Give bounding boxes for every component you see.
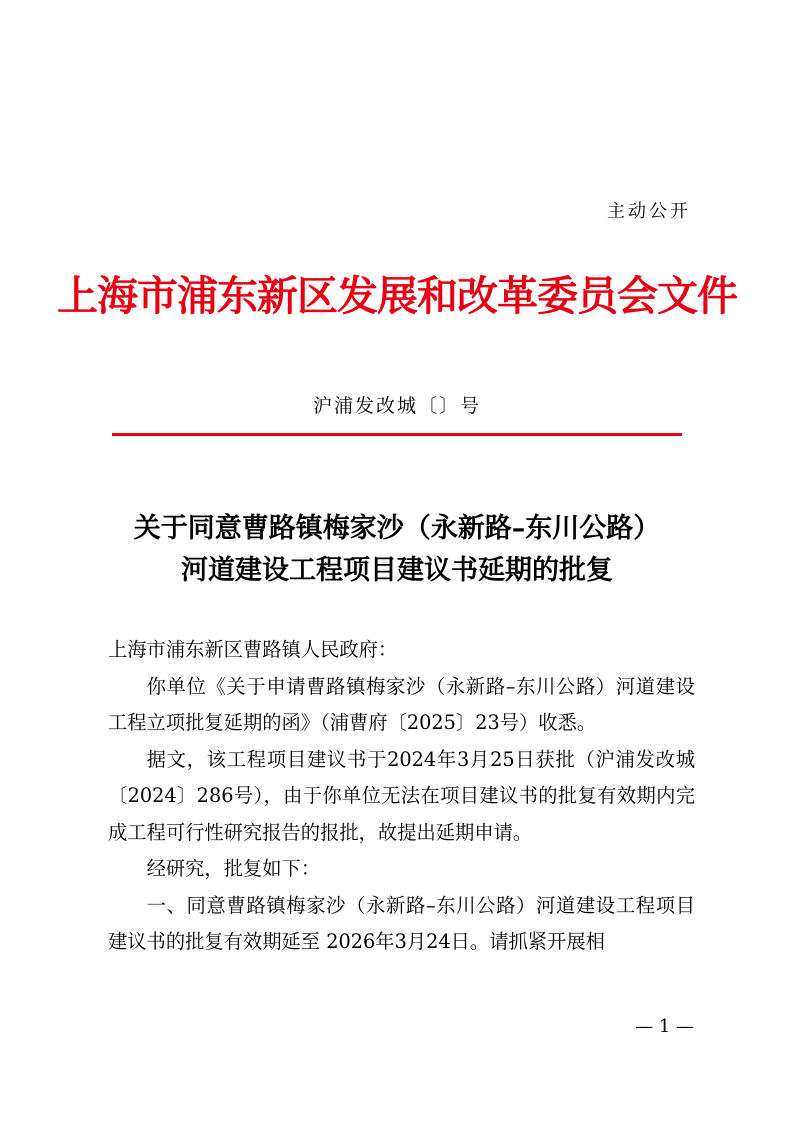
document-body: [108, 632, 695, 961]
addressee: 上海市浦东新区曹路镇人民政府：: [108, 638, 398, 661]
document-header-title: 上海市浦东新区发展和改革委员会文件: [57, 272, 737, 320]
body-paragraph: 据文，该工程项目建议书于2024年3月25日获批（沪浦发改城〔2024〕286号），由于你单位无法在项目建议书的批复有效期内完成工程可行性研究报告的报批，故提出延期申请。: [108, 747, 695, 844]
body-paragraph: 经研究，批复如下：: [146, 857, 321, 880]
subject-line-2: 河道建设工程项目建议书延期的批复: [181, 555, 613, 586]
body-paragraph: 你单位《关于申请曹路镇梅家沙（永新路–东川公路）河道建设工程立项批复延期的函》（浦曹府〔2025〕23号）收悉。: [108, 674, 695, 734]
document-number: 沪浦发改城〔〕号: [312, 395, 481, 417]
page-number: — 1 —: [635, 1016, 694, 1037]
document-subject: [0, 508, 794, 592]
red-divider-line: [112, 433, 682, 436]
subject-line-1: 关于同意曹路镇梅家沙（永新路–东川公路）: [133, 513, 661, 544]
disclosure-label: 主动公开: [607, 201, 691, 222]
body-paragraph: 一、同意曹路镇梅家沙（永新路–东川公路）河道建设工程项目建议书的批复有效期延至 2026年3月24日。请抓紧开展相: [108, 893, 695, 953]
